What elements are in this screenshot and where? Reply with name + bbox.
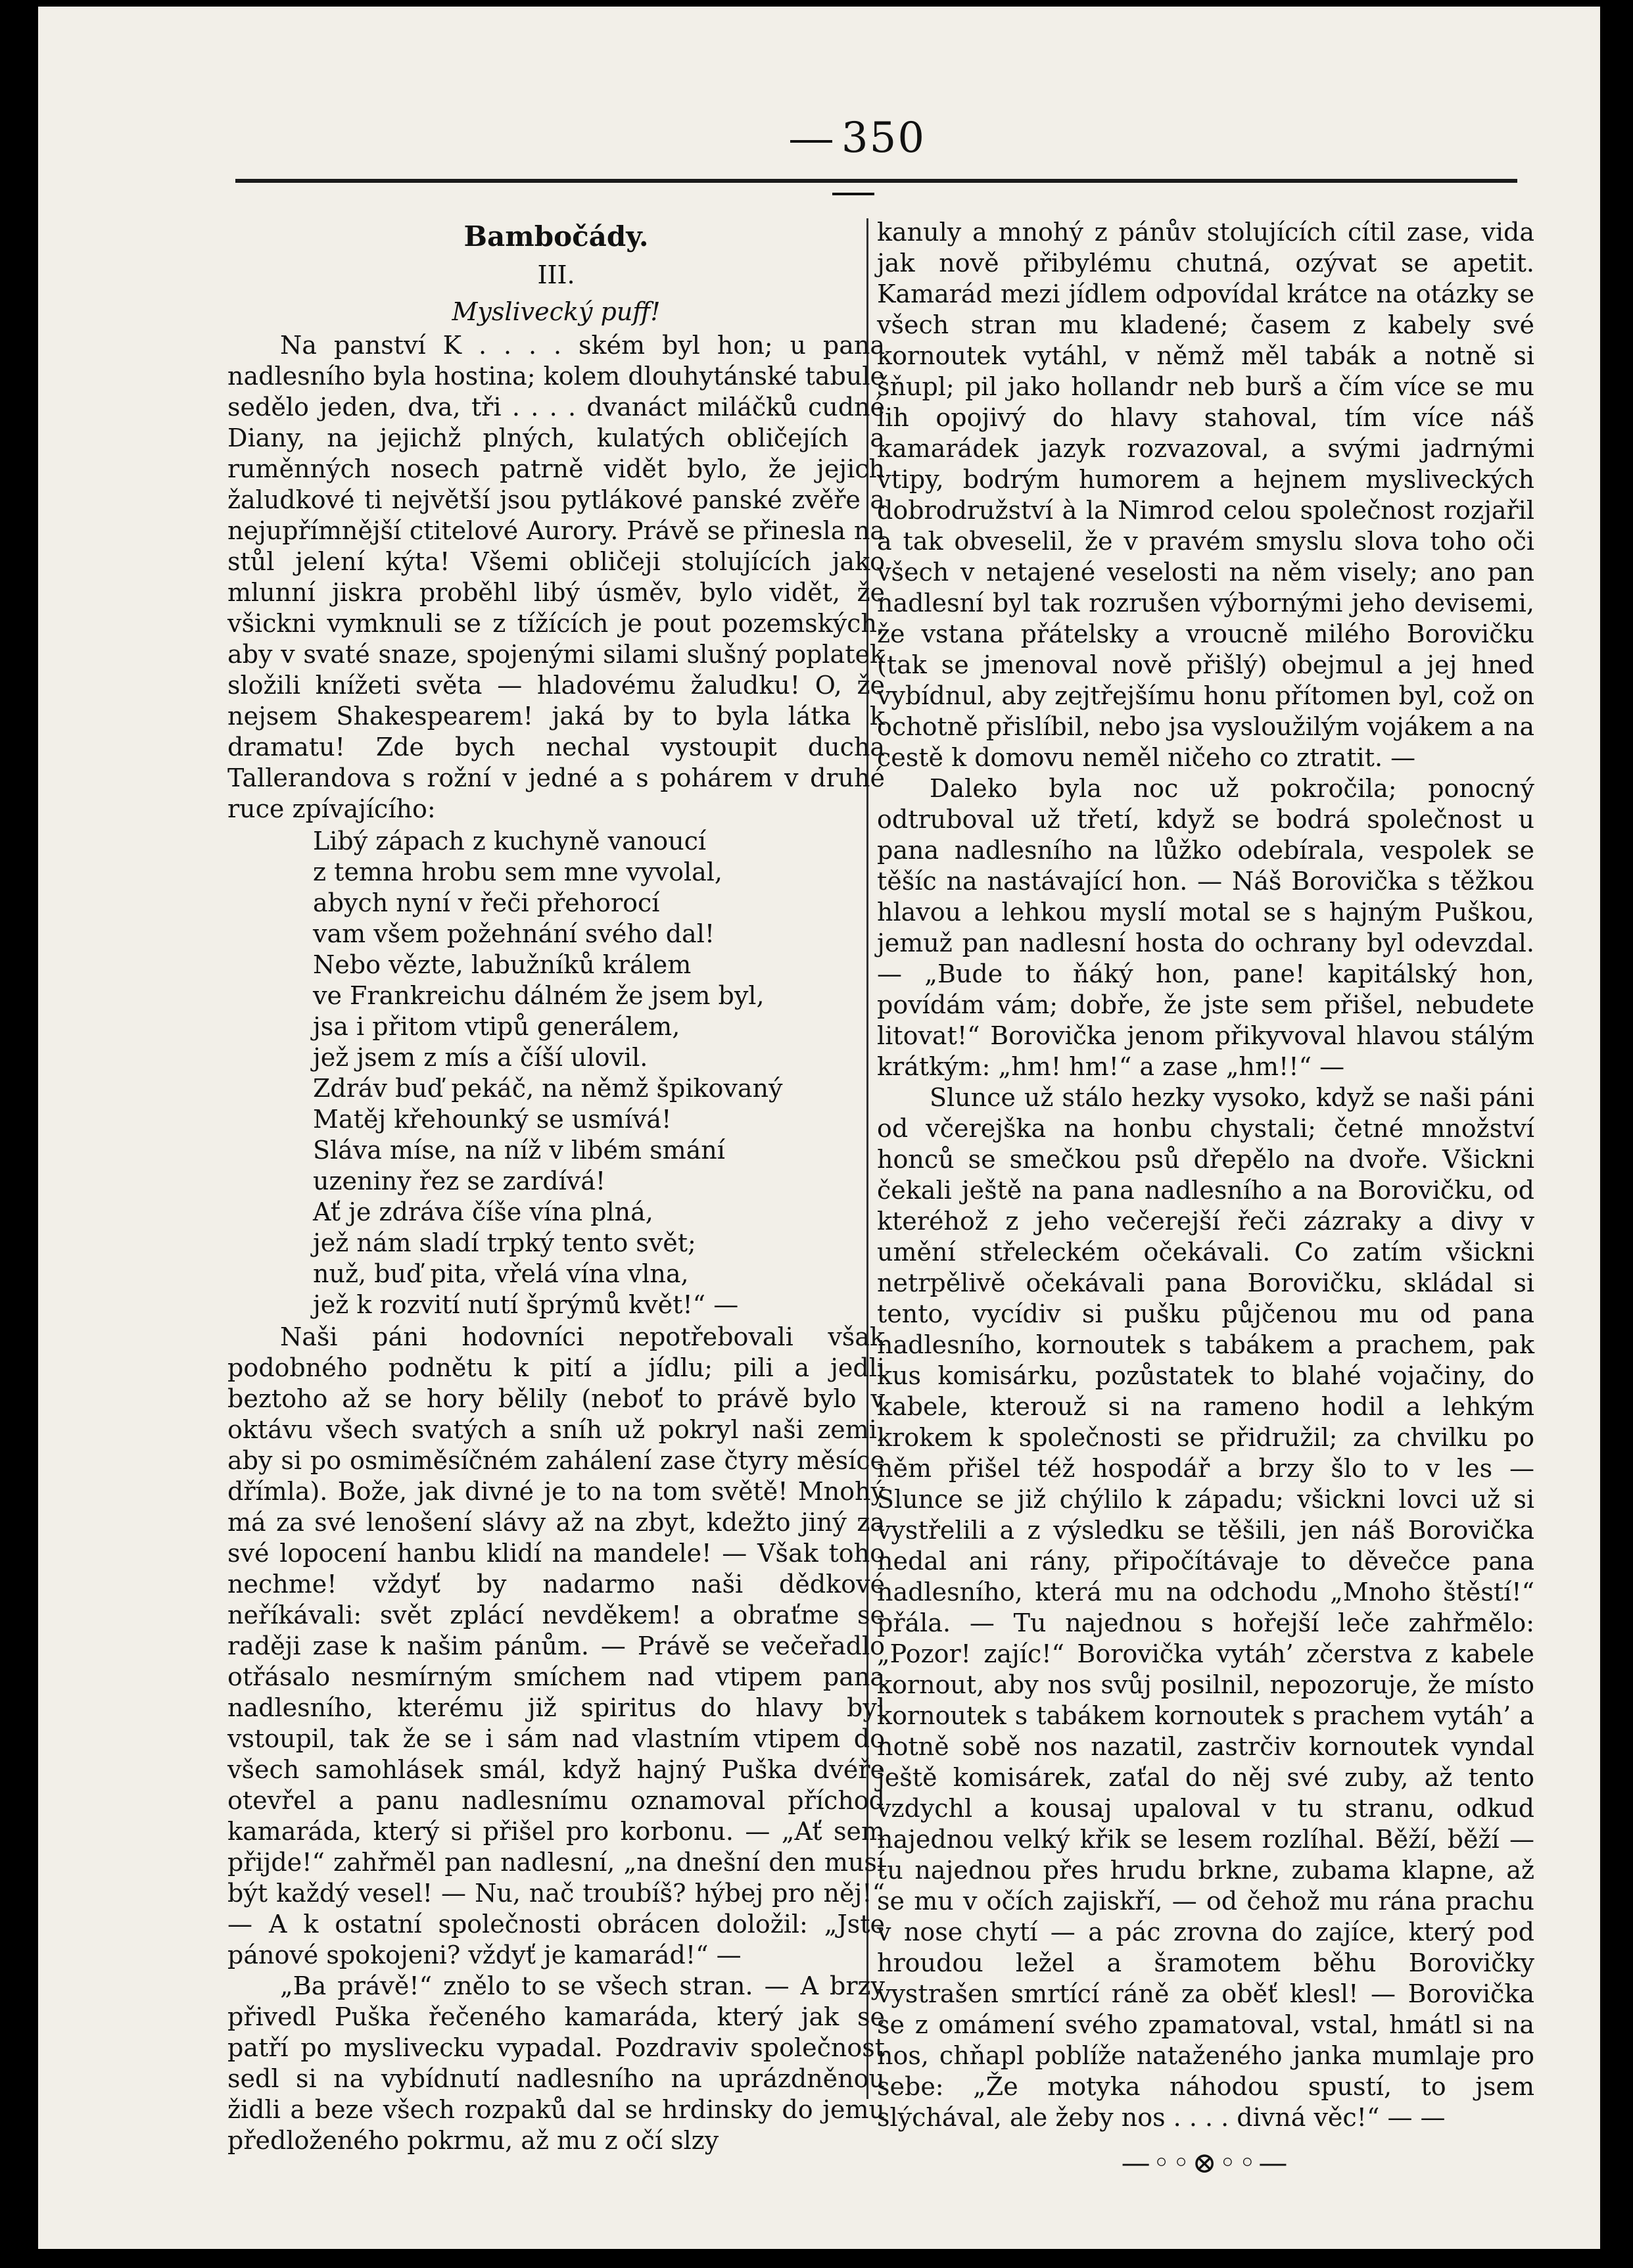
left-column [227, 217, 885, 2156]
verse-line: Zdráv buď pekáč, na němž špikovaný [313, 1074, 783, 1103]
end-ornament: —◦◦⊗◦◦— [1121, 2146, 1290, 2180]
paragraph: kanuly a mnohý z pánův stolujících cítil zase, vida jak nově přibylému chutná, ozývat se apetit. Kamarád mezi jídlem odpovídal krátce na otázky se všech stran mu kladené; časem z kabely své kornoutek vytáhl, v němž měl tabák a notně si šňupl; pil jako hollandr neb burš a čím více se mu lih opojivý do hlavy stahoval, tím více náš kamarádek jazyk rozvazoval, a svými jadrnými vtipy, bodrým humorem a hejnem mysliveckých dobrodružství à la Nimrod celou společnost rozjařil a tak obveselil, že v pravém smyslu slova toho oči všech v netajené veselosti na něm visely; ano pan nadlesní byl tak rozrušen výbornými jeho devisemi, že vstana přátelsky a vroucně milého Borovičku (tak se jmenoval nově přišlý) obejmul a jej hned vybídnul, aby zejtřejšímu honu přítomen byl, což on ochotně přislíbil, nebo jsa vysloužilým vojákem a na cestě k domovu neměl ničeho co ztratit. — [877, 218, 1534, 772]
newspaper-page [38, 7, 1600, 2249]
verse-line: vam všem požehnání svého dal! [313, 919, 715, 948]
verse-line: jež nám sladí trpký tento svět; [313, 1228, 696, 1257]
verse-line: jež jsem z mís a číší ulovil. [313, 1043, 648, 1072]
verse-line: ve Frankreichu dálném že jsem byl, [313, 981, 765, 1010]
verse-line: Ať je zdráva číše vína plná, [313, 1197, 653, 1226]
paragraph: Naši páni hodovníci nepotřebovali však podobného podnětu k pití a jídlu; pili a jedli beztoho až se hory bělily (neboť to právě bylo v oktávu všech svatých a sníh už pokryl naši zemi, aby si po osmiměsíčném zahálení zase čtyry měsíce dřímla). Bože, jak divné je to na tom světě! Mnohý má za své lenošení slávy až na zbyt, kdežto jiný za své lopocení hanbu klidí na mandele! — Však toho nechme! vždyť by nadarmo naši dědkové neříkávali: svět zplácí nevděkem! a obraťme se raději zase k našim pánům. — Právě se večeřadlo otřásalo nesmírným smíchem nad vtipem pana nadlesního, kterému již spiritus do hlavy byl vstoupil, tak že se i sám nad vlastním vtipem do všech samohlásek smál, když hajný Puška dvéře otevřel a panu nadlesnímu oznamoval příchod kamaráda, který si přišel pro korbonu. — „Ať sem přijde!“ zahřměl pan nadlesní, „na dnešní den musí být každý vesel! — Nu, nač troubíš? hýbej pro něj!“ — A k ostatní společnosti obrácen doložil: „Jste pánové spokojeni? vždyť je kamarád!“ — [227, 1322, 885, 1969]
article-subtitle: Myslivecký puff! [452, 297, 661, 326]
paragraph: „Ba právě!“ znělo to se všech stran. — A brzy přivedl Puška řečeného kamaráda, který jak se patří po myslivecku vypadal. Pozdraviv společnost sedl si na vybídnutí nadlesního na uprázdněnou židli a beze všech rozpaků dal se hrdinsky do jemu předloženého pokrmu, až mu z očí slzy [227, 1971, 885, 2155]
right-column [877, 217, 1534, 2183]
paragraph: Daleko byla noc už pokročila; ponocný odtruboval už třetí, když se bodrá společnost u pana nadlesního na lůžko odebírala, vespolek se těšíc na nastávající hon. — Náš Borovička s těžkou hlavou a lehkou myslí motal se s hajným Puškou, jemuž pan nadlesní hosta do ochrany byl odevzdal. — „Bude to ňáký hon, pane! kapitálský hon, povídám vám; dobře, že jste sem přišel, nebudete litovat!“ Borovička jenom přikyvoval hlavou stálým krátkým: „hm! hm!“ a zase „hm!!“ — [877, 774, 1534, 1081]
verse-line: Matěj křehounký se usmívá! [313, 1105, 672, 1134]
poem [313, 826, 885, 1320]
verse-line: jež k rozvití nutí šprýmů květ!“ — [313, 1290, 739, 1319]
page-number: 350 [755, 112, 952, 217]
article-title: Bambočády. [463, 220, 649, 253]
verse-line: uzeniny řez se zardívá! [313, 1167, 606, 1195]
header-rule [235, 179, 1517, 183]
verse-line: Sláva míse, na níž v libém smání [313, 1136, 725, 1165]
verse-line: abych nyní v řeči přehorocí [313, 888, 660, 917]
verse-line: nuž, buď pita, vřelá vína vlna, [313, 1259, 689, 1288]
verse-line: jsa i přitom vtipů generálem, [313, 1012, 680, 1041]
section-number: III. [537, 260, 575, 289]
verse-line: Nebo vězte, labužníků králem [313, 950, 692, 979]
verse-line: z temna hrobu sem mne vyvolal, [313, 857, 722, 886]
paragraph: Na panství K . . . . ském byl hon; u pana nadlesního byla hostina; kolem dlouhytánské tabule sedělo jeden, dva, tři . . . . dvanáct miláčků cudné Diany, na jejichž plných, kulatých obličejích a ruměnných nosech patrně vidět bylo, že jejich žaludkové ti největší jsou pytlákové panské zvěře a nejupřímnější ctitelové Aurory. Právě se přinesla na stůl jelení kýta! Všemi obličeji stolujících jako mlunní jiskra proběhl libý úsměv, bylo vidět, že všickni vymknuli se z tížících je pout pozemských, aby v svaté snaze, spojenými silami slušný poplatek složili knížeti světa — hladovému žaludku! O, že nejsem Shakespearem! jaká by to byla látka k dramatu! Zde bych nechal vystoupit ducha Tallerandova s rožní v jedné a s pohárem v druhé ruce zpívajícího: [227, 331, 885, 823]
verse-line: Libý zápach z kuchyně vanoucí [313, 827, 706, 856]
paragraph: Slunce už stálo hezky vysoko, když se naši páni od včerejška na honbu chystali; četné množství honců se smečkou psů dřepělo na dvoře. Všickni čekali ještě na pana nadlesního a na Borovičku, od kteréhož z jeho večerejší řeči zázraky a divy v umění střeleckém očekávali. Co zatím všickni netrpělivě očekávali pana Borovičku, skládal si tento, vycídiv si pušku půjčenou mu od pana nadlesního, kornoutek s tabákem a prachem, pak kus komisárku, pozůstatek to blahé vojačiny, do kabele, kterouž si na rameno hodil a lehkým krokem k společnosti se přidružil; za chvilku po něm přišel též hospodář a brzy šlo to v les — Slunce se již chýlilo k západu; všickni lovci už si vystřelili a z výsledku se těšili, jen náš Borovička nedal ani rány, připočítávaje to děvečce pana nadlesního, která mu na odchodu „Mnoho štěstí!“ přála. — Tu najednou s hořejší leče zahřmělo: „Pozor! zajíc!“ Borovička vytáh’ zčerstva z kabele kornout, aby nos svůj posilnil, nepozoruje, že místo kornoutek s tabákem kornoutek s prachem vytáh’ a notně sobě nos nazatil, zastrčiv kornoutek vyndal ještě komisárek, zaťal do něj své zuby, až tento vzdychl a kousaj upaloval v tu stranu, odkud najednou velký křik se lesem rozlíhal. Běží, běží — tu najednou přes hrudu brkne, zubama klapne, až se mu v očích zajiskří, — od čehož mu rána prachu v nose chytí — a pác zrovna do zajíce, který pod hroudou ležel a šramotem běhu Borovičky vystrašen smrtící ráně za oběť klesl! — Borovička se z omámení svého zpamatoval, vstal, hmátl si na nos, chňapl poblíže nataženého janka mumlaje pro sebe: „Že motyka náhodou spustí, to jsem slýchával, ale žeby nos . . . . divná věc!“ — — [877, 1083, 1534, 2132]
